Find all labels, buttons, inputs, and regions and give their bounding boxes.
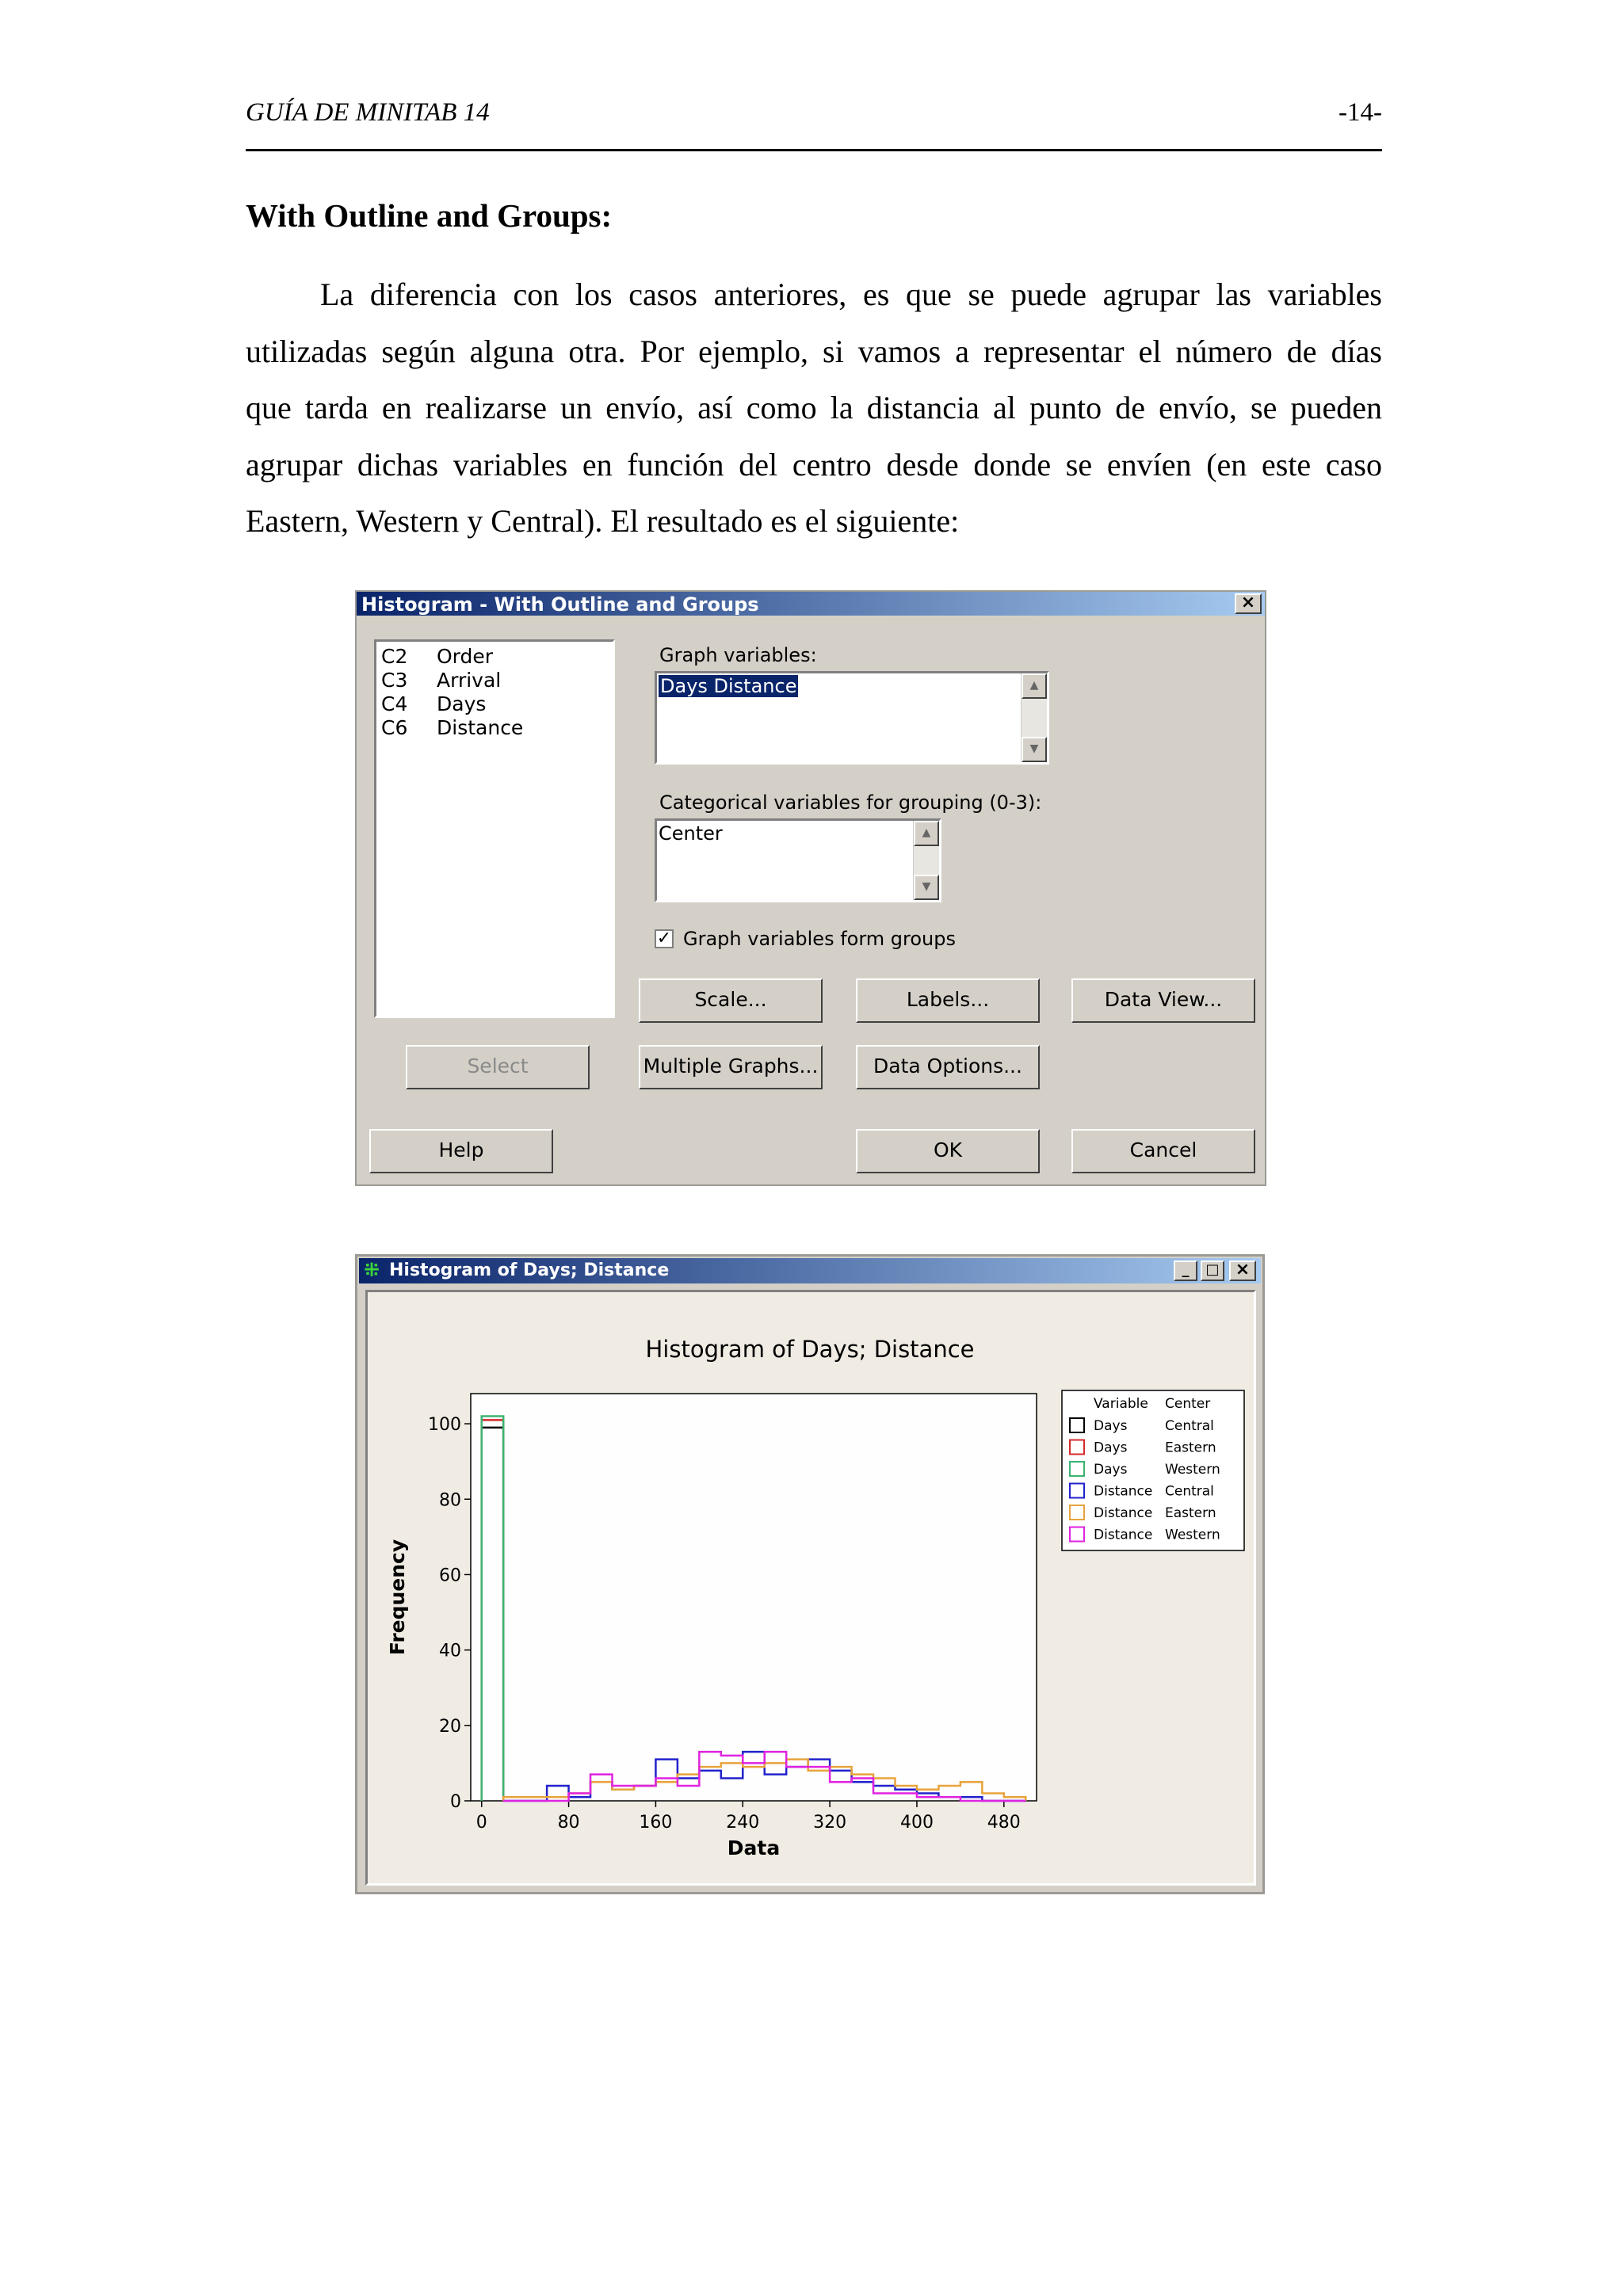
variable-column: C4 xyxy=(381,692,408,715)
close-icon[interactable]: × xyxy=(1235,593,1262,614)
variable-list-item[interactable] xyxy=(381,692,608,716)
scrollbar[interactable] xyxy=(1021,673,1047,762)
legend-entry-variable: Distance xyxy=(1094,1505,1153,1521)
chart-title: Histogram of Days; Distance xyxy=(645,1336,975,1363)
x-tick-label: 80 xyxy=(557,1813,580,1833)
legend-entry-variable: Days xyxy=(1094,1440,1128,1456)
x-tick-label: 240 xyxy=(726,1813,760,1833)
x-tick-label: 160 xyxy=(639,1813,673,1833)
labels-button[interactable]: Labels... xyxy=(856,978,1040,1023)
legend-entry-variable: Days xyxy=(1094,1418,1128,1434)
help-button[interactable]: Help xyxy=(369,1129,553,1173)
graph-variables-label: Graph variables: xyxy=(659,644,817,666)
variable-name: Arrival xyxy=(437,669,502,692)
paragraph-line: La diferencia con los casos anteriores, es que se puede agrupar las variables xyxy=(320,277,1382,312)
histogram-dialog xyxy=(355,590,1266,1186)
page-number: -14- xyxy=(1338,98,1382,127)
variable-name: Distance xyxy=(437,716,524,739)
dialog-title: Histogram - With Outline and Groups xyxy=(361,593,759,616)
close-icon[interactable]: × xyxy=(1229,1261,1256,1281)
cancel-button[interactable]: Cancel xyxy=(1071,1129,1255,1173)
legend-entry-center: Eastern xyxy=(1165,1440,1216,1456)
paragraph-line: Eastern, Western y Central). El resultado es el siguiente: xyxy=(246,503,960,539)
y-tick-label: 80 xyxy=(439,1490,461,1511)
variable-name: Order xyxy=(437,645,494,668)
checkbox-label: Graph variables form groups xyxy=(683,928,956,950)
scale-button[interactable]: Scale... xyxy=(639,978,823,1023)
x-axis-label: Data xyxy=(727,1836,781,1859)
x-tick-label: 480 xyxy=(987,1813,1021,1833)
y-tick-label: 40 xyxy=(439,1641,461,1661)
legend-entry-center: Central xyxy=(1165,1418,1214,1434)
body-paragraph xyxy=(246,266,1382,550)
scroll-up-icon[interactable]: ▲ xyxy=(914,821,939,846)
y-tick-label: 100 xyxy=(428,1415,461,1436)
multiple-graphs-button[interactable]: Multiple Graphs... xyxy=(639,1045,823,1089)
paragraph-line: que tarda en realizarse un envío, así como la distancia al punto de envío, se pueden xyxy=(246,390,1382,425)
legend-entry-center: Eastern xyxy=(1165,1505,1216,1521)
graph-variables-field[interactable] xyxy=(655,671,1049,765)
legend-header: Variable xyxy=(1094,1396,1148,1412)
variable-column: C2 xyxy=(381,645,408,668)
variable-list[interactable] xyxy=(374,639,615,1018)
minimize-icon[interactable]: _ xyxy=(1174,1261,1197,1281)
ok-button[interactable]: OK xyxy=(856,1129,1040,1173)
histogram-chart xyxy=(368,1292,1254,1883)
scrollbar[interactable] xyxy=(913,821,939,900)
dialog-titlebar[interactable] xyxy=(357,592,1265,616)
graph-panel xyxy=(365,1290,1256,1886)
select-button[interactable]: Select xyxy=(406,1045,590,1089)
paragraph-line: agrupar dichas variables en función del centro desde donde se envíen (en este caso xyxy=(246,446,1382,482)
y-tick-label: 60 xyxy=(439,1566,461,1586)
page-header xyxy=(246,97,1382,151)
legend-entry-center: Western xyxy=(1165,1527,1220,1543)
variable-list-item[interactable] xyxy=(381,716,608,740)
legend-entry-center: Western xyxy=(1165,1462,1220,1478)
graph-groups-checkbox[interactable]: ✓ xyxy=(655,929,674,948)
x-tick-label: 320 xyxy=(813,1813,847,1833)
legend-entry-variable: Distance xyxy=(1094,1483,1153,1500)
legend-entry-center: Central xyxy=(1165,1483,1214,1500)
scroll-down-icon[interactable]: ▼ xyxy=(1022,737,1047,762)
data-options-button[interactable]: Data Options... xyxy=(856,1045,1040,1089)
variable-name: Days xyxy=(437,692,487,715)
scroll-down-icon[interactable]: ▼ xyxy=(914,875,939,900)
categorical-field[interactable] xyxy=(655,818,941,902)
plot-area xyxy=(471,1394,1037,1801)
y-tick-label: 0 xyxy=(450,1792,461,1812)
data-view-button[interactable]: Data View... xyxy=(1071,978,1255,1023)
maximize-icon[interactable]: □ xyxy=(1201,1261,1224,1281)
variable-column: C6 xyxy=(381,716,408,739)
x-tick-label: 0 xyxy=(475,1813,487,1833)
minitab-graph-icon: ⁜ xyxy=(364,1259,380,1281)
graph-variables-value: Days Distance xyxy=(660,675,797,697)
y-axis-label: Frequency xyxy=(386,1539,409,1656)
x-tick-label: 400 xyxy=(899,1813,934,1833)
section-title: With Outline and Groups: xyxy=(246,197,613,234)
header-title: GUÍA DE MINITAB 14 xyxy=(246,98,490,127)
legend-entry-variable: Days xyxy=(1094,1462,1128,1478)
categorical-value: Center xyxy=(659,822,723,845)
variable-list-item[interactable] xyxy=(381,669,608,692)
graph-titlebar[interactable] xyxy=(359,1258,1261,1283)
categorical-label: Categorical variables for grouping (0-3): xyxy=(659,791,1042,814)
variable-list-item[interactable] xyxy=(381,645,608,669)
legend-entry-variable: Distance xyxy=(1094,1527,1153,1543)
legend-header: Center xyxy=(1165,1396,1211,1412)
scroll-up-icon[interactable]: ▲ xyxy=(1022,673,1047,699)
variable-column: C3 xyxy=(381,669,408,692)
paragraph-line: utilizadas según alguna otra. Por ejemplo, si vamos a representar el número de días xyxy=(246,333,1382,369)
y-tick-label: 20 xyxy=(439,1716,461,1737)
graph-window-title: Histogram of Days; Distance xyxy=(389,1261,670,1280)
graph-window xyxy=(355,1254,1265,1894)
